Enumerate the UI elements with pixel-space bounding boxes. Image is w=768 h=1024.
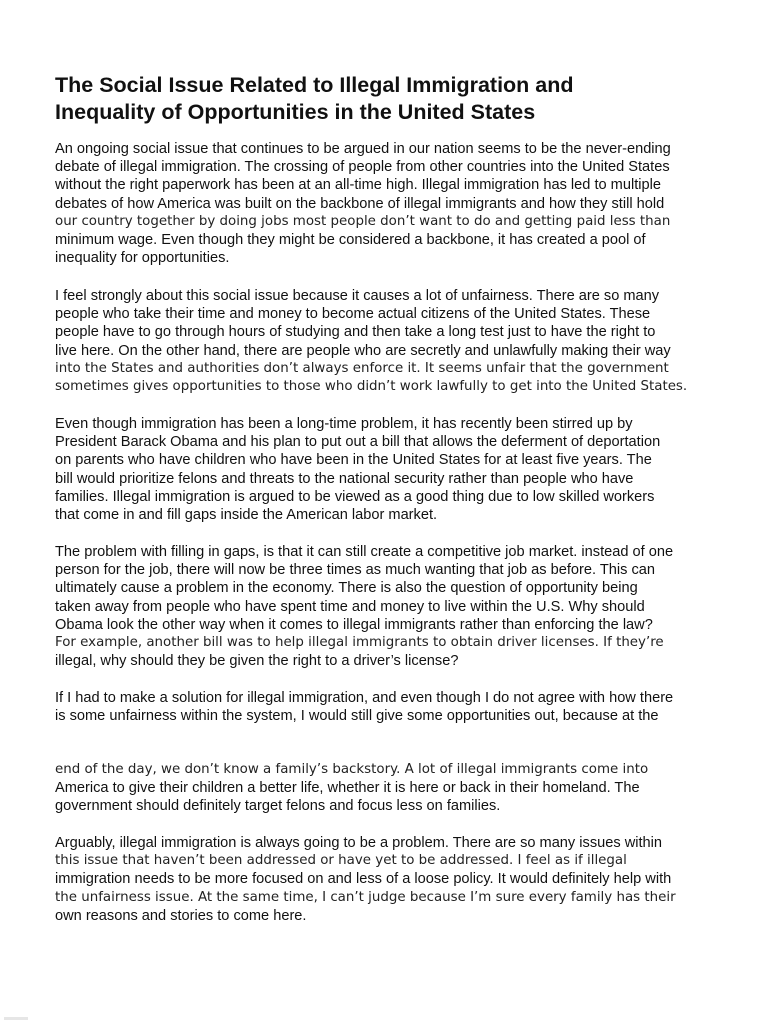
text-line: people who take their time and money to become actual citizens of the United States. These (55, 306, 651, 323)
text-line: ultimately cause a problem in the economy. There is also the question of opportunity being (55, 580, 638, 597)
text-line: If I had to make a solution for illegal immigration, and even though I do not agree with how there (55, 690, 674, 706)
text-line: taken away from people who have spent time and money to live within the U.S. Why should (55, 598, 645, 615)
text-line: people have to go through hours of studying and then take a long test just to have the right to (55, 324, 656, 341)
paragraph-4 (55, 543, 745, 670)
text-line: An ongoing social issue that continues to be argued in our nation seems to be the never-ending (55, 141, 671, 157)
text-line: President Barack Obama and his plan to put out a bill that allows the deferment of deportation (55, 434, 661, 451)
text-line: sometimes gives opportunities to those who didn’t work lawfully to get into the United States. (55, 379, 688, 395)
text-line: is some unfairness within the system, I would still give some opportunities out, because at the (55, 708, 659, 725)
text-line: Even though immigration has been a long-time problem, it has recently been stirred up by (55, 416, 633, 432)
text-line: without the right paperwork has been at an all-time high. Illegal immigration has led to multiple (55, 177, 661, 194)
text-line: inequality for opportunities. (55, 250, 230, 267)
text-line: families. Illegal immigration is argued to be viewed as a good thing due to low skilled workers (55, 488, 655, 505)
paragraph-7 (55, 834, 745, 925)
paragraph-1 (55, 140, 745, 267)
text-line: bill would prioritize felons and threats to the national security rather than people who have (55, 470, 634, 487)
paragraph-6 (55, 761, 745, 816)
text-line: own reasons and stories to come here. (55, 907, 307, 924)
title-line-1: The Social Issue Related to Illegal Immigration and (55, 73, 574, 97)
text-line: this issue that haven’t been addressed or have yet to be addressed. I feel as if illegal (55, 853, 627, 869)
title-line-2: Inequality of Opportunities in the United States (55, 100, 536, 124)
text-line: debates of how America was built on the backbone of illegal immigrants and how they still hold (55, 195, 665, 212)
text-line: illegal, why should they be given the right to a driver’s license? (55, 653, 459, 670)
paragraph-5 (55, 689, 745, 725)
text-line: live here. On the other hand, there are people who are secretly and unlawfully making their way (55, 342, 671, 359)
text-line: America to give their children a better life, whether it is here or back in their homeland. The (55, 780, 640, 797)
text-line: on parents who have children who have been in the United States for at least five years. The (55, 452, 652, 469)
text-line: Obama look the other way when it comes to illegal immigrants rather than enforcing the law? (55, 616, 653, 633)
text-line: minimum wage. Even though they might be considered a backbone, it has created a pool of (55, 232, 646, 249)
text-line: into the States and authorities don’t always enforce it. It seems unfair that the government (55, 360, 669, 376)
text-line: I feel strongly about this social issue because it causes a lot of unfairness. There are so many (55, 288, 660, 304)
text-line: The problem with filling in gaps, is that it can still create a competitive job market. instead of one (55, 544, 674, 560)
page-title (55, 72, 735, 126)
text-line: For example, another bill was to help illegal immigrants to obtain driver licenses. If they’re (55, 635, 664, 651)
text-line: person for the job, there will now be three times as much wanting that job as before. This can (55, 562, 656, 579)
paragraph-2 (55, 287, 745, 396)
text-line: our country together by doing jobs most people don’t want to do and getting paid less than (55, 213, 671, 229)
page-corner-mark (4, 1017, 28, 1020)
text-line: the unfairness issue. At the same time, I can’t judge because I’m sure every family has their (55, 889, 676, 905)
text-line: government should definitely target felons and focus less on families. (55, 798, 501, 815)
text-line: immigration needs to be more focused on and less of a loose policy. It would definitely help with (55, 871, 672, 888)
text-line: Arguably, illegal immigration is always going to be a problem. There are so many issues within (55, 835, 663, 851)
paragraph-3 (55, 415, 745, 524)
text-line: end of the day, we don’t know a family’s backstory. A lot of illegal immigrants come into (55, 762, 649, 777)
text-line: debate of illegal immigration. The crossing of people from other countries into the United States (55, 159, 670, 176)
text-line: that come in and fill gaps inside the American labor market. (55, 507, 438, 524)
